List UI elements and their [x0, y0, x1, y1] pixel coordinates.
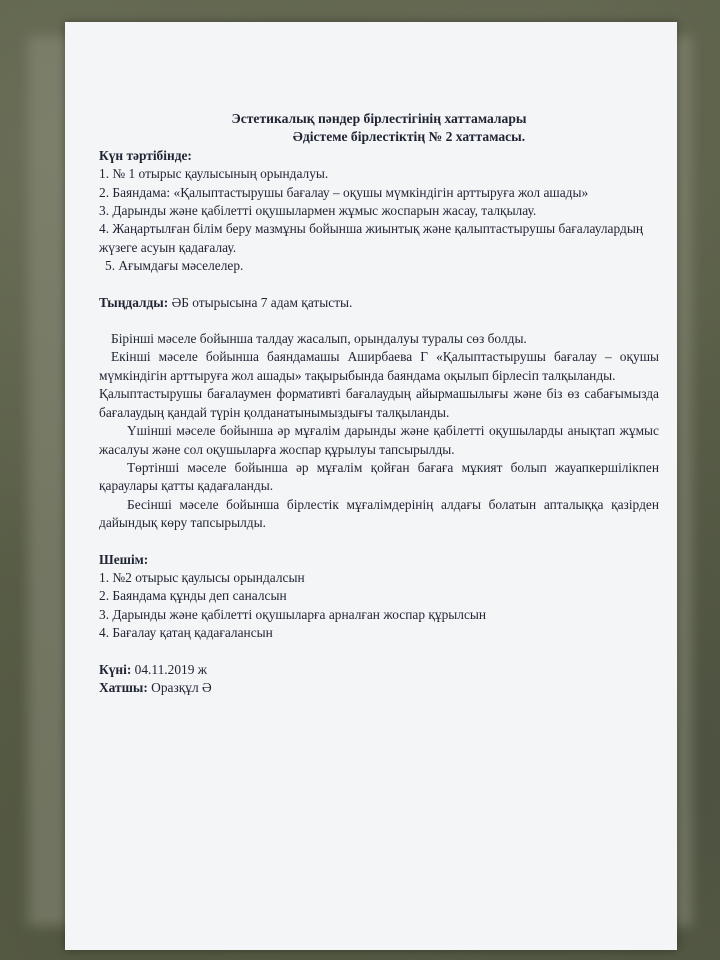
heard-text: ӘБ отырысына 7 адам қатысты.	[168, 294, 353, 310]
decision-item: 2. Баяндама құнды деп саналсын	[99, 588, 287, 604]
document-title: Эстетикалық пәндер бірлестігінің хаттамалары	[231, 111, 527, 126]
heard-label: Тыңдалды:	[99, 294, 169, 310]
decision-heading: Шешім:	[99, 551, 149, 567]
decision-item: 4. Бағалау қатаң қадағалансын	[99, 625, 273, 641]
decision-item: 1. №2 отырыс қаулысы орындалсын	[99, 569, 305, 585]
agenda-item: 2. Баяндама: «Қалыптастырушы бағалау – оқушы мүмкіндігін арттыруға жол ашады»	[99, 184, 589, 200]
agenda-heading: Күн тәртібінде:	[99, 147, 192, 163]
paragraph: Екінші мәселе бойынша баяндамашы Аширбаева Г «Қалыптастырушы бағалау – оқушы мүмкіндігін арттыруға жол ашады» тақырыбында баяндама оқылып бірлесіп талқыланды.	[99, 349, 659, 383]
decision-item: 3. Дарынды және қабілетті оқушыларға арналған жоспар құрылсын	[99, 606, 487, 622]
agenda-item: 3. Дарынды және қабілетті оқушылармен жұмыс жоспарын жасау, талқылау.	[99, 203, 537, 219]
agenda-item: 5. Ағымдағы мәселелер.	[105, 258, 244, 274]
paragraph: Бесінші мәселе бойынша бірлестік мұғалімдерінің алдағы болатын апталыққа қазірден дайындық көру тапсырылды.	[99, 496, 659, 531]
document-content	[99, 110, 659, 697]
document-subtitle: Әдістеме бірлестіктің № 2 хаттамасы.	[292, 129, 526, 145]
agenda-item: 4. Жаңартылған білім беру мазмұны бойынша жиынтық және қалыптастырушы бағалаулардың жүзеге асуын қадағалау.	[99, 221, 643, 255]
secretary-label: Хатшы:	[99, 679, 148, 695]
secretary-value: Оразқұл Ә	[147, 679, 212, 695]
heard-line	[99, 294, 659, 312]
paragraph: Үшінші мәселе бойынша әр мұғалім дарынды және қабілетті оқушыларды анықтап жұмыс жасалуы және сол оқушыларға жоспар құрылуы тапсырылды.	[99, 423, 659, 457]
date-value: 04.11.2019 ж	[131, 661, 208, 677]
agenda-item: 1. № 1 отырыс қаулысының орындалуы.	[99, 166, 329, 182]
paragraph: Бірінші мәселе бойынша талдау жасалып, орындалуы туралы сөз болды.	[111, 331, 527, 347]
secretary-line	[99, 679, 659, 697]
paragraph: Төртінші мәселе бойынша әр мұғалім қойған бағаға мұкият болып жауапкершілікпен қараулары қатты қадағаланды.	[99, 459, 659, 494]
date-line	[99, 661, 659, 679]
document-page	[65, 22, 677, 950]
paragraph: Қалыптастырушы бағалаумен формативті бағалаудың айырмашылығы және біз өз сабағымызда бағалаудың қандай түрін қолданатынымыздығы талқыланды.	[99, 386, 659, 420]
date-label: Күні:	[99, 661, 132, 677]
